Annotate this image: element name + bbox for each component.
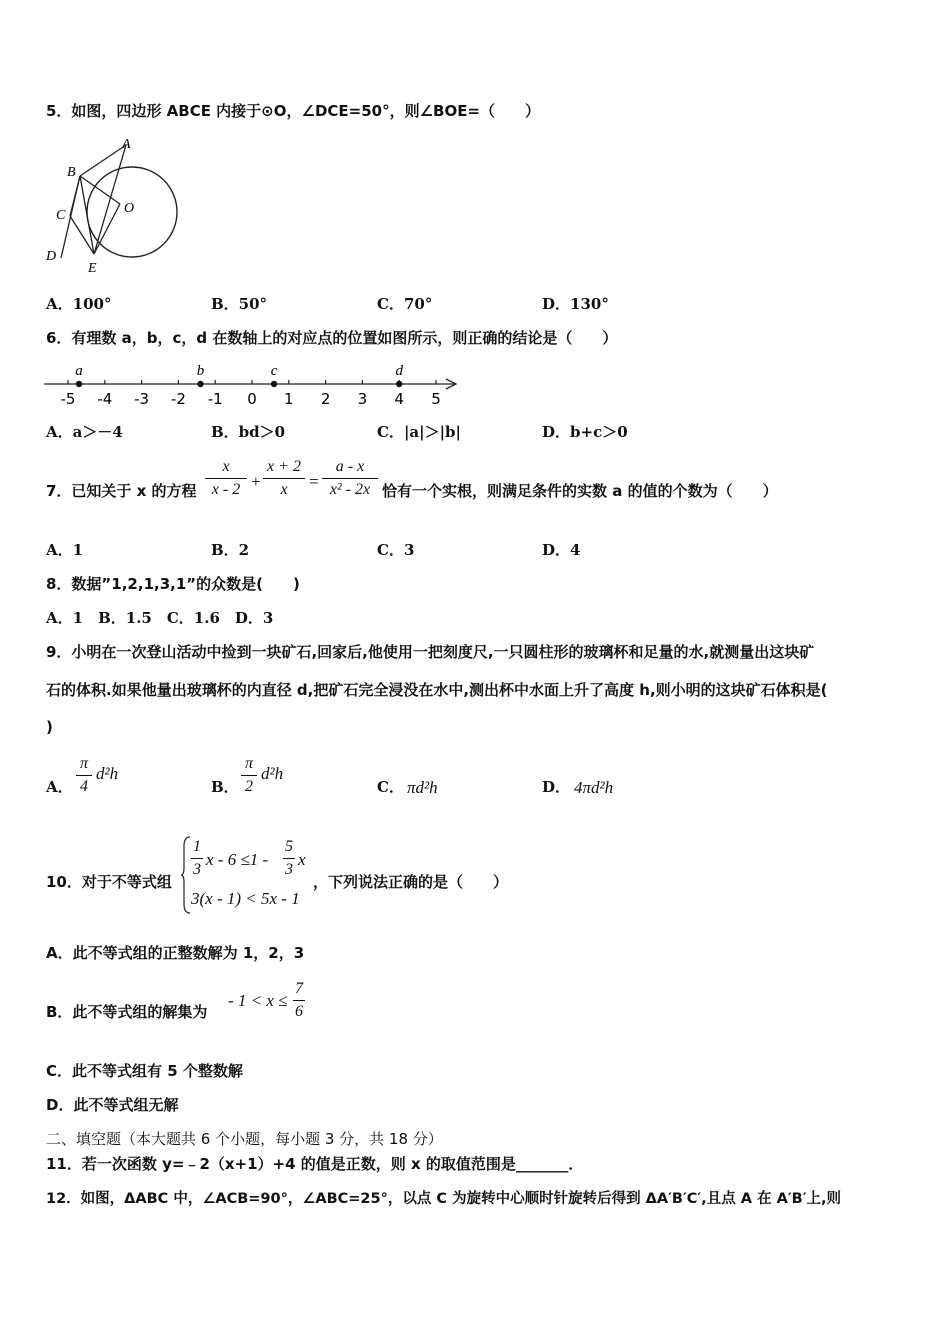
q9-option-b-expr: d²h <box>261 764 284 783</box>
tick-label: 1 <box>284 390 294 408</box>
tick-label: 4 <box>394 390 404 408</box>
q10-option-b-left: - 1 < x ≤ <box>228 991 288 1010</box>
q10-b-num: 7 <box>295 980 303 997</box>
q7-f2-den: x <box>280 481 288 498</box>
q5-option-b: B．50° <box>211 295 268 313</box>
q9-line-3: ) <box>46 718 53 736</box>
q7-f1-den: x - 2 <box>211 481 241 498</box>
chord-ab <box>80 145 126 176</box>
tick-label: -5 <box>60 390 76 408</box>
q5-stem: 5．如图，四边形 ABCE 内接于⊙O，∠DCE=50°，则∠BOE=（ ） <box>46 102 541 120</box>
q9-a-den: 4 <box>80 778 88 795</box>
q5-circle-figure <box>44 136 189 278</box>
q9-option-c-expr: πd²h <box>407 778 438 797</box>
tick-label: -1 <box>207 390 223 408</box>
q6-option-a: A．a＞－4 <box>46 423 123 441</box>
section-2-heading: 二、填空题（本大题共 6 个小题，每小题 3 分，共 18 分） <box>46 1130 443 1148</box>
q9-b-num: π <box>244 755 253 772</box>
label-c: C <box>56 208 66 223</box>
q10-num1: 1 <box>193 838 201 855</box>
q6-option-b: B．bd＞0 <box>211 423 286 441</box>
q8-stem: 8．数据”1,2,1,3,1”的众数是( ) <box>46 575 300 593</box>
q9-option-b-label: B． <box>211 778 239 796</box>
q9-option-b-fraction <box>241 756 257 795</box>
q7-option-b: B．2 <box>211 541 250 559</box>
q7-fraction-3 <box>322 459 378 498</box>
q9-a-num: π <box>79 755 88 772</box>
q7-option-a: A．1 <box>46 541 84 559</box>
q9-option-a-expr: d²h <box>96 764 119 783</box>
q7-option-d: D．4 <box>542 541 581 559</box>
point-b <box>197 381 203 387</box>
q6-stem: 6．有理数 a，b，c，d 在数轴上的对应点的位置如图所示，则正确的结论是（ ） <box>46 329 618 347</box>
point-label-a: a <box>75 363 83 379</box>
q9-option-d-label: D． <box>542 778 571 796</box>
q10-ineq1-mid: x - 6 ≤1 - <box>206 850 269 869</box>
q6-option-c: C．|a|＞|b| <box>377 423 461 441</box>
q7-equals: = <box>308 472 320 491</box>
tick-label: -3 <box>134 390 150 408</box>
q9-line-1: 9．小明在一次登山活动中捡到一块矿石,回家后,他使用一把刻度尺,一只圆柱形的玻璃杯和足量的水,就测量出这块矿 <box>46 643 815 661</box>
q10-option-b: B．此不等式组的解集为 <box>46 1003 208 1021</box>
tick-label: 2 <box>320 390 331 408</box>
tick-label: -4 <box>97 390 113 408</box>
q9-option-a-fraction <box>76 756 92 795</box>
q12-stem: 12．如图，ΔABC 中，∠ACB=90°，∠ABC=25°，以点 C 为旋转中心顺时针旋转后得到 ΔA′B′C′,且点 A 在 A′B′上,则 <box>46 1191 842 1207</box>
tick-label: 0 <box>247 390 257 408</box>
q10-option-b-fraction <box>293 981 305 1020</box>
q6-option-d: D．b+c＞0 <box>542 423 628 441</box>
chord-ae <box>94 145 126 254</box>
label-b: B <box>67 165 76 180</box>
q11-stem: 11．若一次函数 y=﹣2（x+1）+4 的值是正数，则 x 的取值范围是_______． <box>46 1155 584 1173</box>
q7-option-c: C．3 <box>377 541 415 559</box>
q7-fraction-2 <box>263 459 305 498</box>
q5-option-a: A．100° <box>46 295 112 313</box>
q10-stem-before: 10．对于不等式组 <box>46 873 172 891</box>
q9-option-c-label: C． <box>377 778 404 796</box>
point-label-b: b <box>196 363 205 379</box>
q10-den1: 3 <box>193 861 201 878</box>
q10-ineq1-frac2 <box>283 839 295 878</box>
tick-label: -2 <box>170 390 186 408</box>
q7-f3-num: a - x <box>335 458 365 475</box>
q10-brace <box>181 836 191 914</box>
q5-option-d: D．130° <box>542 295 609 313</box>
point-d <box>396 381 402 387</box>
q9-line-2: 石的体积.如果他量出玻璃杯的内直径 d,把矿石完全浸没在水中,测出杯中水面上升了高度 h,则小明的这块矿石体积是( <box>46 681 828 699</box>
q10-ineq1-tail: x <box>298 850 306 869</box>
q10-ineq2: 3(x - 1) < 5x - 1 <box>191 889 300 908</box>
point-label-d: d <box>395 363 403 379</box>
point-label-c: c <box>270 363 278 379</box>
q7-f3-den: x² - 2x <box>329 481 371 498</box>
q10-den2: 3 <box>285 861 293 878</box>
q10-option-c: C．此不等式组有 5 个整数解 <box>46 1062 243 1080</box>
q7-stem-after: 恰有一个实根，则满足条件的实数 a 的值的个数为（ ） <box>382 482 778 500</box>
q7-plus: + <box>250 472 262 491</box>
q10-ineq1-frac1 <box>191 839 203 878</box>
q5-option-c: C．70° <box>377 295 433 313</box>
q7-stem-before: 7．已知关于 x 的方程 <box>46 482 197 500</box>
q10-option-d: D．此不等式组无解 <box>46 1096 179 1114</box>
point-a <box>76 381 82 387</box>
label-e: E <box>88 261 97 276</box>
point-c <box>271 381 277 387</box>
label-d: D <box>46 249 57 264</box>
tick-label: 5 <box>431 390 441 408</box>
q9-option-d-expr: 4πd²h <box>574 778 614 797</box>
tick-label: 3 <box>357 390 368 408</box>
q10-num2: 5 <box>285 838 293 855</box>
q7-f1-num: x <box>222 458 230 475</box>
q9-option-a-label: A． <box>46 778 73 796</box>
label-a: A <box>122 137 131 152</box>
q10-stem-after: ，下列说法正确的是（ ） <box>313 873 509 891</box>
q9-b-den: 2 <box>245 778 253 795</box>
q7-f2-num: x + 2 <box>267 458 301 475</box>
q7-fraction-1 <box>205 459 247 498</box>
q10-b-den: 6 <box>295 1003 303 1020</box>
q8-options: A．1 B．1.5 C．1.6 D．3 <box>46 609 274 627</box>
q10-option-a: A．此不等式组的正整数解为 1，2，3 <box>46 944 305 962</box>
label-o: O <box>124 201 135 216</box>
q6-number-line <box>44 357 464 407</box>
